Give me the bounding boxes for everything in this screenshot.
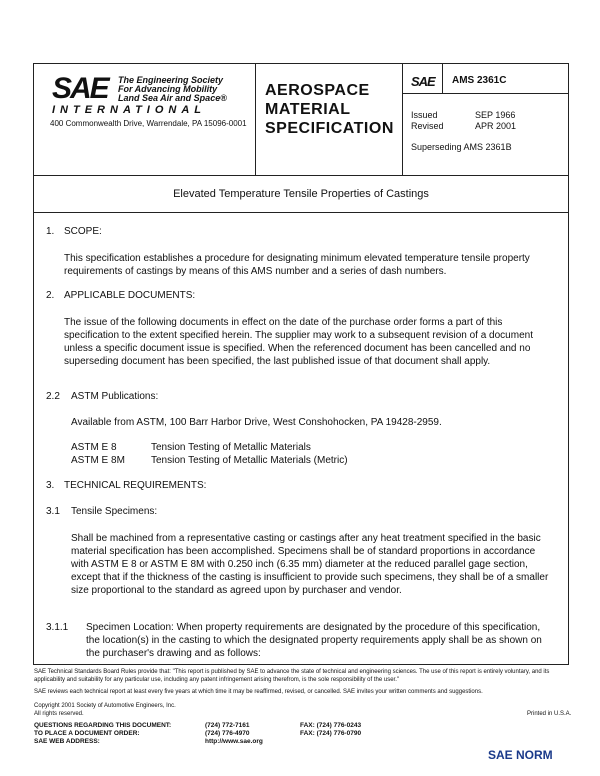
section-body: The issue of the following documents in effect on the date of the purchase order forms a part of this specification to the extent specified herein. The supplier may work to a subsequent revision of a document unless a specific document issue is specified. When the referenced document has been cancelled and no superseding document has been specified, the last published issue of that document shall apply.	[64, 317, 533, 367]
copyright: Copyright 2001 Society of Automotive Engineers, Inc.	[34, 703, 176, 709]
section-number: 2.2	[46, 391, 60, 402]
section-heading: ASTM Publications:	[71, 391, 159, 402]
printed-in: Printed in U.S.A.	[527, 711, 572, 717]
reference-code: ASTM E 8M	[71, 455, 125, 466]
issued-label: Issued	[411, 110, 438, 120]
sae-small-logo: SAE	[411, 74, 435, 89]
international-label: INTERNATIONAL	[52, 104, 207, 116]
web-label: SAE WEB ADDRESS:	[34, 738, 100, 745]
document-title: Elevated Temperature Tensile Properties of Castings	[34, 176, 568, 213]
reference-code: ASTM E 8	[71, 442, 117, 453]
tagline-line: The Engineering Society	[118, 75, 224, 85]
questions-tel: (724) 772-7161	[205, 722, 250, 729]
order-tel: (724) 776-4970	[205, 730, 250, 737]
order-fax: FAX: (724) 776-0790	[300, 730, 362, 737]
issued-date: SEP 1966	[475, 110, 516, 120]
doc-type-line: AEROSPACE	[265, 82, 370, 99]
document-frame	[33, 63, 569, 665]
section-number: 3.1	[46, 506, 60, 517]
section-heading: SCOPE:	[64, 226, 102, 237]
revised-date: APR 2001	[475, 121, 517, 131]
web-url-link[interactable]: http://www.sae.org	[205, 738, 263, 745]
section-heading: APPLICABLE DOCUMENTS:	[64, 290, 196, 301]
header	[34, 64, 568, 176]
section-body: This specification establishes a procedure for designating minimum elevated temperature tensile property requirements of castings by means of this AMS number and a series of dash numbers.	[64, 253, 530, 277]
doc-type-line: MATERIAL	[265, 101, 351, 118]
section-number: 1.	[46, 226, 55, 237]
section-number: 3.	[46, 480, 55, 491]
sae-address: 400 Commonwealth Drive, Warrendale, PA 15096-0001	[50, 119, 247, 128]
registered-mark: ®	[220, 93, 227, 103]
doc-number: AMS 2361C	[452, 75, 507, 86]
section-heading: Tensile Specimens:	[71, 506, 158, 517]
superseding-note: Superseding AMS 2361B	[411, 142, 512, 152]
revised-label: Revised	[411, 121, 444, 131]
questions-fax: FAX: (724) 776-0243	[300, 722, 362, 729]
reference-title: Tension Testing of Metallic Materials (Metric)	[151, 455, 348, 466]
questions-label: QUESTIONS REGARDING THIS DOCUMENT:	[34, 722, 172, 729]
doc-type-line: SPECIFICATION	[265, 120, 394, 137]
sae-norm-brand: SAE NORM	[488, 748, 553, 762]
section-body: Available from ASTM, 100 Barr Harbor Drive, West Conshohocken, PA 19428-2959.	[71, 417, 442, 428]
order-label: TO PLACE A DOCUMENT ORDER:	[34, 730, 140, 737]
tagline-line: For Advancing Mobility	[118, 84, 218, 94]
tagline-line: Land Sea Air and Space	[118, 93, 221, 103]
section-heading: TECHNICAL REQUIREMENTS:	[64, 480, 207, 491]
rights-reserved: All rights reserved.	[34, 711, 84, 717]
section-number: 3.1.1	[46, 622, 69, 633]
section-number: 2.	[46, 290, 55, 301]
reference-title: Tension Testing of Metallic Materials	[151, 442, 311, 453]
section-body: Shall be machined from a representative casting or castings after any heat treatment specified in the basic material specification has been accomplished. Specimens shall be of standard proportions in accordance with ASTM E 8 or ASTM E 8M with 0.250 inch (6.35 mm) diameter at the reduced parallel gage section, except that if the thickness of the casting is insufficient to provide such specimens, they shall be of a smaller size proportional to the standard as agreed upon by purchaser and vendor.	[71, 533, 549, 596]
footer-disclaimer: SAE Technical Standards Board Rules provide that: "This report is published by SAE to advance the state of technical and engineering sciences. The use of this report is entirely voluntary, and its applicability and suitability for any particular use, including any patent infringement arising therefrom, is the sole responsibility of the user."	[34, 669, 550, 683]
footer-review-note: SAE reviews each technical report at least every five years at which time it may be reaffirmed, revised, or cancelled. SAE invites your written comments and suggestions.	[34, 689, 483, 695]
sae-logo: SAE	[52, 72, 108, 105]
section-body: Specimen Location: When property requirements are designated by the procedure of this specification, the location(s) in the casting to which the designated property requirements apply shall be as shown on the purchaser's drawing and as follows:	[86, 622, 542, 659]
